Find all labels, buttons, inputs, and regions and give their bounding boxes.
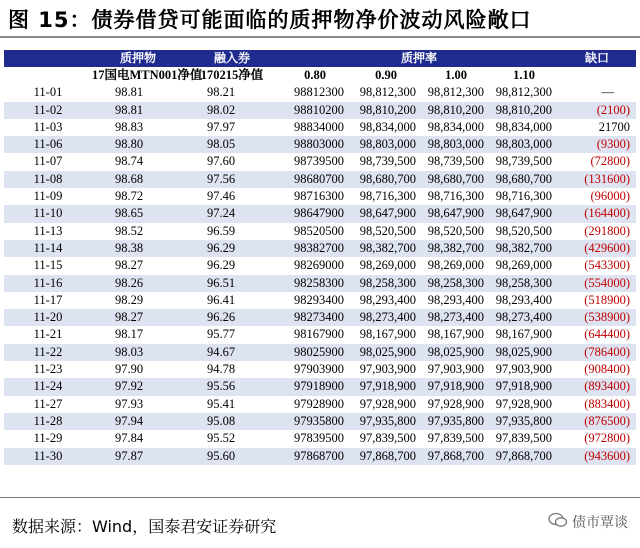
row-date: 11-01 — [4, 84, 92, 101]
table-row — [4, 275, 636, 292]
value-090: 98,647,900 — [350, 205, 422, 222]
borrowed-price: 97.46 — [184, 188, 280, 205]
value-100: 98,680,700 — [422, 171, 490, 188]
row-date: 11-08 — [4, 171, 92, 188]
value-090: 98,258,300 — [350, 275, 422, 292]
value-080: 97928900 — [280, 396, 350, 413]
gap-value: (876500) — [558, 413, 636, 430]
row-date: 11-14 — [4, 240, 92, 257]
value-090: 98,716,300 — [350, 188, 422, 205]
row-date: 11-07 — [4, 153, 92, 170]
value-110: 98,812,300 — [490, 84, 558, 101]
header-collateral: 质押物 — [92, 50, 184, 67]
gap-value: (786400) — [558, 344, 636, 361]
value-080: 98810200 — [280, 102, 350, 119]
value-110: 98,647,900 — [490, 205, 558, 222]
borrowed-price: 95.56 — [184, 378, 280, 395]
value-090: 98,269,000 — [350, 257, 422, 274]
value-100: 98,167,900 — [422, 326, 490, 343]
title-divider — [0, 36, 640, 38]
gap-value: (644400) — [558, 326, 636, 343]
collateral-risk-table — [4, 50, 636, 465]
subheader-rate-110: 1.10 — [513, 68, 535, 82]
row-date: 11-21 — [4, 326, 92, 343]
value-110: 97,935,800 — [490, 413, 558, 430]
value-090: 98,025,900 — [350, 344, 422, 361]
row-date: 11-23 — [4, 361, 92, 378]
table-row — [4, 223, 636, 240]
value-080: 98258300 — [280, 275, 350, 292]
value-090: 98,834,000 — [350, 119, 422, 136]
value-110: 97,903,900 — [490, 361, 558, 378]
borrowed-price: 95.52 — [184, 430, 280, 447]
collateral-price: 98.81 — [92, 84, 184, 101]
brand-watermark — [548, 512, 628, 532]
header-row-sub — [4, 67, 636, 84]
row-date: 11-03 — [4, 119, 92, 136]
wechat-icon — [548, 512, 568, 532]
value-090: 97,903,900 — [350, 361, 422, 378]
collateral-price: 98.65 — [92, 205, 184, 222]
gap-value: (9300) — [558, 136, 636, 153]
gap-value: (538900) — [558, 309, 636, 326]
value-100: 97,903,900 — [422, 361, 490, 378]
header-haircut: 质押率 — [280, 50, 558, 67]
table-row — [4, 136, 636, 153]
gap-value: (554000) — [558, 275, 636, 292]
table-body — [4, 84, 636, 465]
value-110: 97,928,900 — [490, 396, 558, 413]
value-110: 97,918,900 — [490, 378, 558, 395]
subheader-gap-blank — [558, 67, 636, 84]
value-100: 98,273,400 — [422, 309, 490, 326]
gap-value: 21700 — [558, 119, 636, 136]
row-date: 11-02 — [4, 102, 92, 119]
gap-value: — — [558, 84, 636, 101]
value-080: 98025900 — [280, 344, 350, 361]
value-090: 98,812,300 — [350, 84, 422, 101]
subheader-borrowed-name: 170215净值 — [200, 68, 264, 82]
value-090: 98,520,500 — [350, 223, 422, 240]
table-row — [4, 326, 636, 343]
row-date: 11-15 — [4, 257, 92, 274]
value-080: 97903900 — [280, 361, 350, 378]
table-row — [4, 171, 636, 188]
subheader-rate-090: 0.90 — [375, 68, 397, 82]
row-date: 11-28 — [4, 413, 92, 430]
collateral-price: 98.38 — [92, 240, 184, 257]
value-080: 97868700 — [280, 448, 350, 465]
value-110: 98,680,700 — [490, 171, 558, 188]
value-100: 98,382,700 — [422, 240, 490, 257]
value-110: 98,716,300 — [490, 188, 558, 205]
row-date: 11-22 — [4, 344, 92, 361]
table-row — [4, 413, 636, 430]
borrowed-price: 95.41 — [184, 396, 280, 413]
gap-value: (943600) — [558, 448, 636, 465]
collateral-price: 97.93 — [92, 396, 184, 413]
gap-value: (893400) — [558, 378, 636, 395]
value-090: 98,810,200 — [350, 102, 422, 119]
gap-value: (96000) — [558, 188, 636, 205]
value-090: 97,935,800 — [350, 413, 422, 430]
collateral-price: 98.83 — [92, 119, 184, 136]
row-date: 11-06 — [4, 136, 92, 153]
borrowed-price: 95.60 — [184, 448, 280, 465]
gap-value: (2100) — [558, 102, 636, 119]
value-080: 97935800 — [280, 413, 350, 430]
collateral-price: 98.27 — [92, 257, 184, 274]
value-090: 97,839,500 — [350, 430, 422, 447]
value-110: 98,273,400 — [490, 309, 558, 326]
value-080: 98834000 — [280, 119, 350, 136]
table-row — [4, 361, 636, 378]
gap-value: (164400) — [558, 205, 636, 222]
value-080: 98293400 — [280, 292, 350, 309]
row-date: 11-16 — [4, 275, 92, 292]
value-110: 98,803,000 — [490, 136, 558, 153]
gap-value: (518900) — [558, 292, 636, 309]
borrowed-price: 96.51 — [184, 275, 280, 292]
table-row — [4, 205, 636, 222]
borrowed-price: 94.67 — [184, 344, 280, 361]
table-row — [4, 430, 636, 447]
value-090: 97,928,900 — [350, 396, 422, 413]
collateral-price: 98.52 — [92, 223, 184, 240]
gap-value: (429600) — [558, 240, 636, 257]
table-row — [4, 378, 636, 395]
row-date: 11-10 — [4, 205, 92, 222]
value-110: 98,834,000 — [490, 119, 558, 136]
table-row — [4, 309, 636, 326]
table-row — [4, 153, 636, 170]
subheader-collateral-name: 17国电MTN001净值 — [92, 68, 203, 82]
borrowed-price: 94.78 — [184, 361, 280, 378]
gap-value: (883400) — [558, 396, 636, 413]
gap-value: (908400) — [558, 361, 636, 378]
collateral-price: 98.26 — [92, 275, 184, 292]
value-080: 97918900 — [280, 378, 350, 395]
value-080: 98803000 — [280, 136, 350, 153]
borrowed-price: 95.77 — [184, 326, 280, 343]
value-100: 98,647,900 — [422, 205, 490, 222]
table-row — [4, 188, 636, 205]
row-date: 11-13 — [4, 223, 92, 240]
borrowed-price: 96.29 — [184, 257, 280, 274]
value-080: 98520500 — [280, 223, 350, 240]
value-100: 98,716,300 — [422, 188, 490, 205]
value-100: 98,810,200 — [422, 102, 490, 119]
header-row-main — [4, 50, 636, 67]
borrowed-price: 97.97 — [184, 119, 280, 136]
value-110: 97,839,500 — [490, 430, 558, 447]
bottom-divider — [0, 497, 640, 498]
value-090: 98,680,700 — [350, 171, 422, 188]
value-100: 98,739,500 — [422, 153, 490, 170]
gap-value: (543300) — [558, 257, 636, 274]
header-blank — [4, 50, 92, 67]
row-date: 11-29 — [4, 430, 92, 447]
header-gap: 缺口 — [558, 50, 636, 67]
value-100: 98,803,000 — [422, 136, 490, 153]
value-100: 98,258,300 — [422, 275, 490, 292]
value-100: 98,520,500 — [422, 223, 490, 240]
value-080: 98812300 — [280, 84, 350, 101]
figure-title-bar — [0, 0, 640, 38]
borrowed-price: 98.05 — [184, 136, 280, 153]
collateral-price: 97.84 — [92, 430, 184, 447]
value-080: 98680700 — [280, 171, 350, 188]
value-110: 98,258,300 — [490, 275, 558, 292]
header-borrowed: 融入券 — [184, 50, 280, 67]
value-110: 98,025,900 — [490, 344, 558, 361]
collateral-price: 97.90 — [92, 361, 184, 378]
row-date: 11-20 — [4, 309, 92, 326]
value-110: 98,739,500 — [490, 153, 558, 170]
value-080: 98716300 — [280, 188, 350, 205]
value-080: 98739500 — [280, 153, 350, 170]
value-100: 97,928,900 — [422, 396, 490, 413]
row-date: 11-24 — [4, 378, 92, 395]
value-090: 98,293,400 — [350, 292, 422, 309]
value-090: 97,918,900 — [350, 378, 422, 395]
subheader-rate-080: 0.80 — [304, 68, 326, 82]
subheader-rate-100: 1.00 — [445, 68, 467, 82]
collateral-price: 98.29 — [92, 292, 184, 309]
value-080: 98269000 — [280, 257, 350, 274]
table-row — [4, 102, 636, 119]
collateral-price: 97.92 — [92, 378, 184, 395]
value-100: 97,839,500 — [422, 430, 490, 447]
value-110: 98,520,500 — [490, 223, 558, 240]
value-100: 97,918,900 — [422, 378, 490, 395]
collateral-price: 97.87 — [92, 448, 184, 465]
value-090: 98,739,500 — [350, 153, 422, 170]
value-100: 98,812,300 — [422, 84, 490, 101]
brand-name: 债市覃谈 — [572, 515, 628, 531]
collateral-price: 98.17 — [92, 326, 184, 343]
collateral-price: 98.72 — [92, 188, 184, 205]
gap-value: (972800) — [558, 430, 636, 447]
value-080: 98167900 — [280, 326, 350, 343]
value-090: 98,273,400 — [350, 309, 422, 326]
value-100: 98,293,400 — [422, 292, 490, 309]
table-row — [4, 396, 636, 413]
value-100: 98,025,900 — [422, 344, 490, 361]
figure-title: 图 15：债券借贷可能面临的质押物净价波动风险敞口 — [8, 8, 532, 32]
value-080: 97839500 — [280, 430, 350, 447]
subheader-blank — [4, 67, 92, 84]
borrowed-price: 98.21 — [184, 84, 280, 101]
borrowed-price: 97.56 — [184, 171, 280, 188]
value-090: 97,868,700 — [350, 448, 422, 465]
row-date: 11-17 — [4, 292, 92, 309]
collateral-price: 98.81 — [92, 102, 184, 119]
value-110: 98,167,900 — [490, 326, 558, 343]
gap-value: (291800) — [558, 223, 636, 240]
value-110: 97,868,700 — [490, 448, 558, 465]
table-row — [4, 119, 636, 136]
value-080: 98647900 — [280, 205, 350, 222]
table-row — [4, 84, 636, 101]
value-110: 98,269,000 — [490, 257, 558, 274]
value-090: 98,803,000 — [350, 136, 422, 153]
row-date: 11-27 — [4, 396, 92, 413]
borrowed-price: 96.26 — [184, 309, 280, 326]
value-100: 98,269,000 — [422, 257, 490, 274]
value-100: 97,935,800 — [422, 413, 490, 430]
gap-value: (72800) — [558, 153, 636, 170]
value-100: 97,868,700 — [422, 448, 490, 465]
value-090: 98,167,900 — [350, 326, 422, 343]
row-date: 11-30 — [4, 448, 92, 465]
borrowed-price: 95.08 — [184, 413, 280, 430]
table-row — [4, 240, 636, 257]
borrowed-price: 96.29 — [184, 240, 280, 257]
value-110: 98,293,400 — [490, 292, 558, 309]
table-row — [4, 344, 636, 361]
borrowed-price: 98.02 — [184, 102, 280, 119]
value-110: 98,810,200 — [490, 102, 558, 119]
table-row — [4, 257, 636, 274]
collateral-price: 98.74 — [92, 153, 184, 170]
collateral-price: 97.94 — [92, 413, 184, 430]
borrowed-price: 97.24 — [184, 205, 280, 222]
value-080: 98273400 — [280, 309, 350, 326]
value-110: 98,382,700 — [490, 240, 558, 257]
collateral-price: 98.68 — [92, 171, 184, 188]
row-date: 11-09 — [4, 188, 92, 205]
borrowed-price: 97.60 — [184, 153, 280, 170]
value-100: 98,834,000 — [422, 119, 490, 136]
borrowed-price: 96.59 — [184, 223, 280, 240]
borrowed-price: 96.41 — [184, 292, 280, 309]
collateral-price: 98.03 — [92, 344, 184, 361]
table-row — [4, 448, 636, 465]
table-row — [4, 292, 636, 309]
value-080: 98382700 — [280, 240, 350, 257]
gap-value: (131600) — [558, 171, 636, 188]
value-090: 98,382,700 — [350, 240, 422, 257]
collateral-price: 98.80 — [92, 136, 184, 153]
source-note: 数据来源：Wind，国泰君安证券研究 — [12, 517, 277, 536]
collateral-price: 98.27 — [92, 309, 184, 326]
